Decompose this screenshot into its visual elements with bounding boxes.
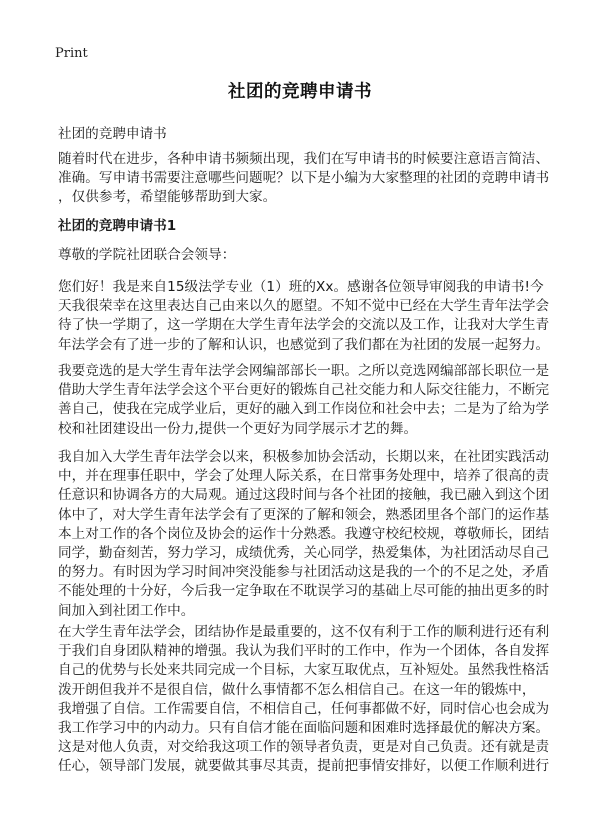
- intro-line: 随着时代在进步，各种申请书频频出现，我们在写申请书的时候要注意语言简洁、: [58, 151, 550, 167]
- paragraph-line: 我工作学习中的内动力。只有自信才能在面临问题和困难时选择最优的解决方案。: [58, 720, 550, 737]
- intro-line: ，仅供参考，希望能够帮助到大家。: [58, 189, 277, 206]
- paragraph-line: 任心，领导部门发展，就要做其事尽其责，提前把事情安排好，以便工作顺利进行: [58, 758, 550, 775]
- paragraph-line: 不能处理的十分好，今后我一定争取在不耽误学习的基础上尽可能的抽出更多的时: [58, 583, 550, 600]
- print-link[interactable]: Print: [55, 46, 88, 61]
- paragraph-line: 这是对他人负责，对交给我这项工作的领导者负责，更是对自己负责。还有就是责: [58, 739, 550, 756]
- section-heading: 社团的竞聘申请书1: [58, 218, 177, 234]
- paragraph-line: 待了快一学期了，这一学期在大学生青年法学会的交流以及工作，让我对大学生青: [58, 317, 550, 334]
- paragraph-line: 借助大学生青年法学会这个平台更好的锻炼自己社交能力和人际交往能力，不断完: [58, 382, 550, 399]
- paragraph-line: 泼开朗但我并不是很自信，做什么事情都不怎么相信自己。在这一年的锻炼中，: [58, 681, 536, 698]
- paragraph-line: 自己的优势与长处来共同完成一个目标，大家互取优点，互补短处。虽然我性格活: [58, 662, 550, 679]
- salutation: 尊敬的学院社团联合会领导：: [58, 247, 236, 263]
- paragraph-line: 我增强了自信。工作需要自信，不相信自己，任何事都做不好，同时信心也会成为: [58, 700, 550, 717]
- paragraph-line: 善自己，使我在完成学业后，更好的融入到工作岗位和社会中去；二是为了给为学: [58, 401, 550, 418]
- paragraph-line: 任意识和协调各方的大局观。通过这段时间与各个社团的接触，我已融入到这个团: [58, 487, 550, 504]
- paragraph-line: 于我们自身团队精神的增强。我认为我们平时的工作中，作为一个团体，各自发挥: [58, 643, 550, 660]
- paragraph-line: 间加入到社团工作中。: [58, 602, 195, 619]
- paragraph-line: 中，并在理事任职中，学会了处理人际关系，在日常事务处理中，培养了很高的责: [58, 468, 550, 485]
- paragraph-line: 在大学生青年法学会，团结协作是最重要的，这不仅有利于工作的顺利进行还有利: [58, 624, 550, 640]
- paragraph-line: 您们好！我是来自15级法学专业（1）班的Xx。感谢各位领导审阅我的申请书!今: [58, 279, 544, 295]
- paragraph-line: 天我很荣幸在这里表达自己由来以久的愿望。不知不觉中已经在大学生青年法学会: [58, 298, 550, 315]
- paragraph-3: [58, 448, 556, 621]
- paragraph-1: [58, 278, 556, 355]
- paragraph-line: 本上对工作的各个岗位及协会的运作十分熟悉。我遵守校纪校规，尊敬师长，团结: [58, 525, 550, 542]
- paragraph-line: 我要竞选的是大学生青年法学会网编部部长一职。之所以竞选网编部部长职位一是: [58, 363, 550, 379]
- paragraph-line: 体中了，对大学生青年法学会有了更深的了解和领会，熟悉团里各个部门的运作基: [58, 506, 550, 523]
- paragraph-4: [58, 623, 556, 777]
- document-subtitle: 社团的竞聘申请书: [58, 126, 167, 142]
- document-title: 社团的竞聘申请书: [228, 82, 372, 102]
- paragraph-line: 同学，勤奋刻苦，努力学习，成绩优秀，关心同学，热爱集体，为社团活动尽自己: [58, 545, 550, 562]
- paragraph-line: 校和社团建设出一份力,提供一个更好为同学展示才艺的舞。: [58, 420, 418, 437]
- paragraph-line: 年法学会有了进一步的了解和认识，也感觉到了我们都在为社团的发展一起努力。: [58, 336, 550, 353]
- paragraph-2: [58, 362, 556, 439]
- intro-paragraph: [58, 150, 556, 208]
- paragraph-line: 的努力。有时因为学习时间冲突没能参与社团活动这是我的一个的不足之处，矛盾: [58, 564, 550, 581]
- paragraph-line: 我自加入大学生青年法学会以来，积极参加协会活动，长期以来，在社团实践活动: [58, 449, 550, 465]
- intro-line: 准确。写申请书需要注意哪些问题呢？以下是小编为大家整理的社团的竞聘申请书: [58, 170, 550, 187]
